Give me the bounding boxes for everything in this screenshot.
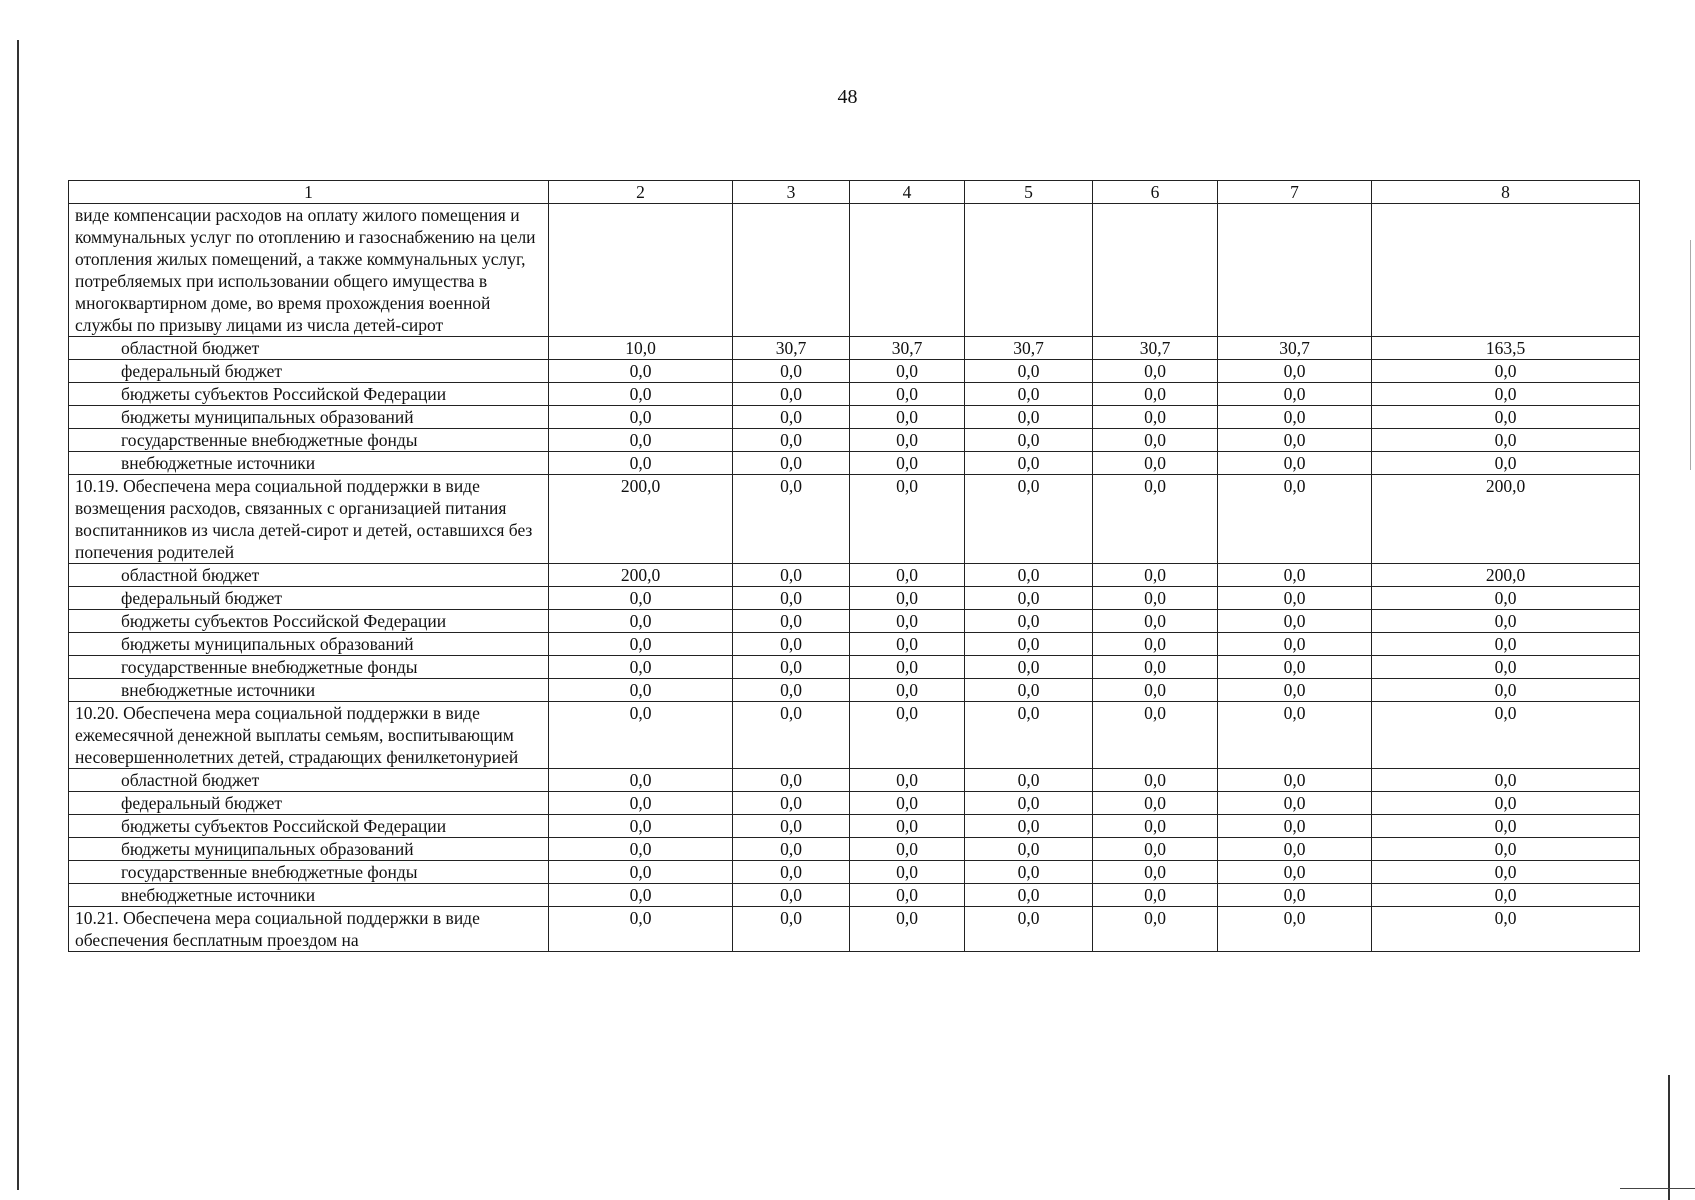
value-cell: 0,0 (549, 633, 733, 656)
value-cell: 0,0 (1218, 406, 1372, 429)
value-cell: 0,0 (733, 861, 850, 884)
value-cell: 0,0 (850, 360, 965, 383)
value-cell: 0,0 (1093, 587, 1218, 610)
source-row (69, 838, 1640, 861)
source-row (69, 679, 1640, 702)
value-cell: 0,0 (850, 769, 965, 792)
value-cell: 0,0 (1218, 792, 1372, 815)
value-cell: 0,0 (549, 884, 733, 907)
value-cell: 0,0 (1372, 429, 1640, 452)
value-cell: 200,0 (549, 475, 733, 564)
value-cell: 0,0 (1093, 406, 1218, 429)
value-cell: 0,0 (549, 610, 733, 633)
value-cell: 0,0 (549, 360, 733, 383)
value-cell: 0,0 (733, 452, 850, 475)
value-cell: 0,0 (733, 587, 850, 610)
source-row (69, 861, 1640, 884)
value-cell: 0,0 (965, 907, 1093, 952)
value-cell: 0,0 (733, 406, 850, 429)
value-cell: 0,0 (850, 861, 965, 884)
source-label-cell: федеральный бюджет (69, 792, 549, 815)
value-cell: 0,0 (1093, 633, 1218, 656)
value-cell: 0,0 (850, 452, 965, 475)
value-cell: 0,0 (733, 884, 850, 907)
source-label-cell: бюджеты муниципальных образований (69, 838, 549, 861)
source-label-cell: федеральный бюджет (69, 587, 549, 610)
value-cell: 0,0 (1218, 587, 1372, 610)
source-label-cell: государственные внебюджетные фонды (69, 861, 549, 884)
value-cell: 0,0 (1093, 429, 1218, 452)
source-label-cell: внебюджетные источники (69, 679, 549, 702)
value-cell: 0,0 (1372, 838, 1640, 861)
value-cell: 0,0 (733, 429, 850, 452)
source-row (69, 452, 1640, 475)
value-cell: 0,0 (549, 452, 733, 475)
value-cell: 0,0 (850, 564, 965, 587)
value-cell: 0,0 (733, 656, 850, 679)
value-cell: 200,0 (1372, 475, 1640, 564)
block-title-row (69, 702, 1640, 769)
table-body (69, 181, 1640, 952)
header-cell: 5 (965, 181, 1093, 204)
source-row (69, 360, 1640, 383)
source-label-cell: государственные внебюджетные фонды (69, 656, 549, 679)
value-cell: 0,0 (965, 861, 1093, 884)
value-cell: 0,0 (965, 679, 1093, 702)
header-cell: 2 (549, 181, 733, 204)
header-cell: 4 (850, 181, 965, 204)
value-cell: 200,0 (1372, 564, 1640, 587)
value-cell: 0,0 (850, 475, 965, 564)
value-cell: 0,0 (549, 702, 733, 769)
source-label-cell: федеральный бюджет (69, 360, 549, 383)
block-title-cell: 10.21. Обеспечена мера социальной поддержки в виде обеспечения бесплатным проездом на (69, 907, 549, 952)
value-cell: 30,7 (1093, 337, 1218, 360)
value-cell: 163,5 (1372, 337, 1640, 360)
source-label-cell: областной бюджет (69, 564, 549, 587)
value-cell: 0,0 (733, 769, 850, 792)
value-cell: 0,0 (1218, 861, 1372, 884)
value-cell: 0,0 (965, 633, 1093, 656)
scan-edge-right (1668, 1075, 1670, 1200)
value-cell: 0,0 (1218, 838, 1372, 861)
source-row (69, 587, 1640, 610)
source-row (69, 656, 1640, 679)
source-label-cell: внебюджетные источники (69, 452, 549, 475)
value-cell: 30,7 (733, 337, 850, 360)
value-cell: 0,0 (549, 406, 733, 429)
block-title-row (69, 475, 1640, 564)
source-row (69, 633, 1640, 656)
source-row (69, 564, 1640, 587)
value-cell: 0,0 (850, 679, 965, 702)
value-cell: 30,7 (965, 337, 1093, 360)
block-title-cell: виде компенсации расходов на оплату жилого помещения и коммунальных услуг по отоплению и газоснабжению на цели отопления жилых помещений, а также коммунальных услуг, потребляемых при использовании общего имущества в многоквартирном доме, во время прохождения военной службы по призыву лицами из числа детей-сирот (69, 204, 549, 337)
value-cell: 0,0 (1093, 815, 1218, 838)
value-cell (965, 204, 1093, 337)
value-cell: 0,0 (1093, 383, 1218, 406)
value-cell: 30,7 (850, 337, 965, 360)
page-number: 48 (837, 86, 858, 108)
scan-edge-right-top (1690, 240, 1691, 470)
value-cell: 0,0 (965, 383, 1093, 406)
value-cell: 0,0 (965, 838, 1093, 861)
value-cell: 0,0 (965, 792, 1093, 815)
value-cell: 0,0 (1218, 360, 1372, 383)
value-cell (1093, 204, 1218, 337)
value-cell: 0,0 (1218, 702, 1372, 769)
value-cell: 0,0 (549, 429, 733, 452)
value-cell: 0,0 (850, 907, 965, 952)
value-cell: 0,0 (1372, 360, 1640, 383)
value-cell: 0,0 (965, 769, 1093, 792)
value-cell: 0,0 (1372, 769, 1640, 792)
value-cell: 0,0 (965, 884, 1093, 907)
value-cell (549, 204, 733, 337)
value-cell (1218, 204, 1372, 337)
source-label-cell: областной бюджет (69, 769, 549, 792)
value-cell: 0,0 (850, 633, 965, 656)
value-cell: 0,0 (733, 383, 850, 406)
header-cell: 6 (1093, 181, 1218, 204)
block-title-cell: 10.19. Обеспечена мера социальной поддержки в виде возмещения расходов, связанных с организацией питания воспитанников из числа детей-сирот и детей, оставшихся без попечения родителей (69, 475, 549, 564)
source-row (69, 884, 1640, 907)
value-cell: 0,0 (1372, 907, 1640, 952)
value-cell: 0,0 (549, 656, 733, 679)
value-cell: 0,0 (1093, 564, 1218, 587)
value-cell: 0,0 (549, 679, 733, 702)
value-cell: 0,0 (733, 702, 850, 769)
value-cell: 0,0 (1093, 610, 1218, 633)
value-cell: 0,0 (1372, 815, 1640, 838)
value-cell: 0,0 (733, 610, 850, 633)
source-row (69, 792, 1640, 815)
scan-edge-left (17, 40, 19, 1190)
value-cell: 0,0 (965, 702, 1093, 769)
value-cell: 0,0 (1372, 679, 1640, 702)
value-cell: 0,0 (733, 475, 850, 564)
source-label-cell: государственные внебюджетные фонды (69, 429, 549, 452)
value-cell: 0,0 (1372, 383, 1640, 406)
value-cell: 0,0 (1372, 702, 1640, 769)
value-cell: 0,0 (850, 884, 965, 907)
value-cell: 0,0 (1372, 406, 1640, 429)
value-cell: 0,0 (1093, 452, 1218, 475)
value-cell: 0,0 (1372, 792, 1640, 815)
value-cell: 0,0 (1218, 633, 1372, 656)
value-cell: 0,0 (549, 815, 733, 838)
value-cell: 0,0 (1372, 610, 1640, 633)
value-cell: 0,0 (1372, 656, 1640, 679)
value-cell: 0,0 (549, 838, 733, 861)
value-cell: 0,0 (549, 769, 733, 792)
value-cell: 0,0 (965, 564, 1093, 587)
source-row (69, 337, 1640, 360)
value-cell: 0,0 (1372, 861, 1640, 884)
value-cell: 0,0 (1093, 838, 1218, 861)
header-cell: 1 (69, 181, 549, 204)
source-label-cell: бюджеты муниципальных образований (69, 406, 549, 429)
value-cell: 0,0 (850, 383, 965, 406)
value-cell: 0,0 (549, 383, 733, 406)
header-cell: 8 (1372, 181, 1640, 204)
value-cell: 0,0 (733, 907, 850, 952)
source-label-cell: внебюджетные источники (69, 884, 549, 907)
block-title-cell: 10.20. Обеспечена мера социальной поддержки в виде ежемесячной денежной выплаты семьям, воспитывающим несовершеннолетних детей, страдающих фенилкетонурией (69, 702, 549, 769)
scan-edge-bottom (1620, 1188, 1695, 1189)
value-cell: 0,0 (733, 564, 850, 587)
value-cell: 0,0 (1372, 884, 1640, 907)
value-cell: 0,0 (965, 656, 1093, 679)
value-cell: 0,0 (1372, 633, 1640, 656)
value-cell: 0,0 (965, 452, 1093, 475)
value-cell: 0,0 (733, 838, 850, 861)
value-cell: 0,0 (850, 587, 965, 610)
value-cell: 200,0 (549, 564, 733, 587)
value-cell: 0,0 (850, 702, 965, 769)
value-cell: 0,0 (733, 360, 850, 383)
value-cell: 0,0 (850, 610, 965, 633)
value-cell: 0,0 (1093, 769, 1218, 792)
value-cell: 0,0 (1218, 564, 1372, 587)
value-cell: 10,0 (549, 337, 733, 360)
source-row (69, 815, 1640, 838)
value-cell (1372, 204, 1640, 337)
value-cell: 0,0 (1218, 429, 1372, 452)
header-cell: 3 (733, 181, 850, 204)
value-cell: 0,0 (1093, 475, 1218, 564)
source-row (69, 383, 1640, 406)
value-cell: 0,0 (1218, 475, 1372, 564)
value-cell: 0,0 (850, 406, 965, 429)
value-cell: 0,0 (1218, 769, 1372, 792)
value-cell: 0,0 (850, 656, 965, 679)
value-cell: 30,7 (1218, 337, 1372, 360)
value-cell: 0,0 (850, 792, 965, 815)
value-cell: 0,0 (965, 587, 1093, 610)
value-cell: 0,0 (1093, 884, 1218, 907)
value-cell: 0,0 (1093, 360, 1218, 383)
value-cell: 0,0 (850, 429, 965, 452)
value-cell: 0,0 (1218, 815, 1372, 838)
source-label-cell: бюджеты субъектов Российской Федерации (69, 815, 549, 838)
value-cell: 0,0 (1372, 452, 1640, 475)
value-cell: 0,0 (549, 861, 733, 884)
source-label-cell: бюджеты муниципальных образований (69, 633, 549, 656)
source-label-cell: бюджеты субъектов Российской Федерации (69, 610, 549, 633)
source-row (69, 610, 1640, 633)
value-cell: 0,0 (549, 907, 733, 952)
header-cell: 7 (1218, 181, 1372, 204)
value-cell: 0,0 (965, 360, 1093, 383)
value-cell: 0,0 (965, 610, 1093, 633)
value-cell: 0,0 (1218, 656, 1372, 679)
value-cell: 0,0 (1093, 792, 1218, 815)
value-cell: 0,0 (850, 815, 965, 838)
value-cell (733, 204, 850, 337)
value-cell: 0,0 (549, 792, 733, 815)
source-row (69, 429, 1640, 452)
value-cell: 0,0 (1093, 679, 1218, 702)
value-cell: 0,0 (1093, 907, 1218, 952)
budget-table (68, 180, 1640, 952)
value-cell: 0,0 (1218, 884, 1372, 907)
value-cell: 0,0 (1093, 702, 1218, 769)
value-cell: 0,0 (1372, 587, 1640, 610)
source-label-cell: бюджеты субъектов Российской Федерации (69, 383, 549, 406)
value-cell: 0,0 (1218, 907, 1372, 952)
source-row (69, 406, 1640, 429)
block-title-row (69, 204, 1640, 337)
value-cell: 0,0 (1218, 679, 1372, 702)
source-label-cell: областной бюджет (69, 337, 549, 360)
value-cell: 0,0 (733, 792, 850, 815)
block-title-row (69, 907, 1640, 952)
value-cell: 0,0 (1093, 656, 1218, 679)
value-cell: 0,0 (965, 475, 1093, 564)
value-cell: 0,0 (965, 406, 1093, 429)
value-cell: 0,0 (549, 587, 733, 610)
value-cell: 0,0 (850, 838, 965, 861)
value-cell: 0,0 (1218, 452, 1372, 475)
value-cell: 0,0 (733, 815, 850, 838)
value-cell: 0,0 (1093, 861, 1218, 884)
value-cell (850, 204, 965, 337)
value-cell: 0,0 (733, 679, 850, 702)
value-cell: 0,0 (1218, 383, 1372, 406)
value-cell: 0,0 (733, 633, 850, 656)
table-header-row (69, 181, 1640, 204)
value-cell: 0,0 (1218, 610, 1372, 633)
value-cell: 0,0 (965, 815, 1093, 838)
source-row (69, 769, 1640, 792)
value-cell: 0,0 (965, 429, 1093, 452)
